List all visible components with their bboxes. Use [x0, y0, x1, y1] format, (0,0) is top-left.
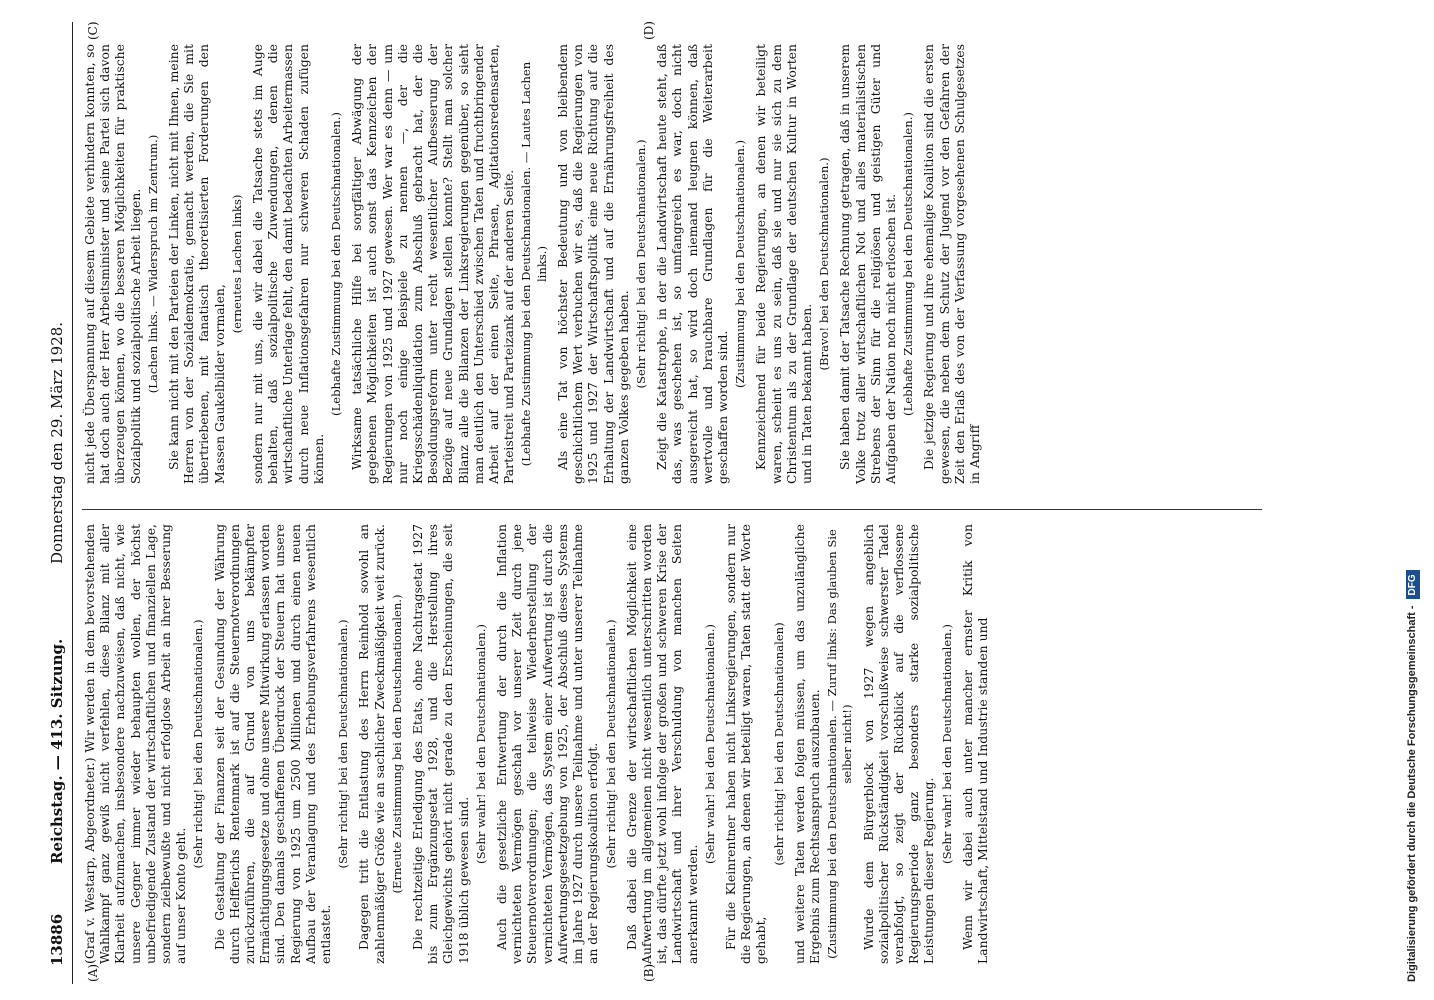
paragraph: nicht jede Überspannung auf diesem Gebiete verhindern konnten, so hat doch auch der Herr Arbeitsminister und seine Partei sich davon überzeugen können, wo die besseren Möglichkeiten für praktische Sozialpolitik und sozialpolitische Arbeit liegen.	[82, 44, 143, 484]
paragraph: Zeigt die Katastrophe, in der die Landwirtschaft heute steht, daß das, was geschehen ist, so umfangreich es war, doch nicht ausgereicht hat, so wird doch niemand leugnen können, daß wertvolle und brauchbare Grundlagen für die Weiterarbeit geschaffen worden sind.	[654, 44, 730, 484]
page-number: 13886	[48, 913, 66, 966]
margin-mark-a: (A)	[86, 963, 100, 982]
column-divider	[82, 509, 1262, 510]
dfg-logo: DFG	[1406, 570, 1420, 599]
paragraph: (Graf v. Westarp, Abgeordneter.) Wir werden in dem bevorstehenden Wahlkampf ganz gewiß nicht verfehlen, diese Bilanz mit aller Klarheit aufzumachen, insbesondere nachzuweisen, daß nicht, wie unsere Gegner immer wieder behaupten wollen, der höchst unbefriedigende Zustand der wirtschaftlichen und finanziellen Lage, sondern zielbewußte und nicht erfolglose Arbeit an ihrer Besserung auf unser Konto geht.	[82, 524, 189, 964]
paragraph: Als eine Tat von höchster Bedeutung und von bleibendem geschichtlichem Wert verbuchen wir es, daß die Regierungen von 1925 und 1927 der Wirtschaftspolitik eine neue Richtung auf die Erhaltung der Landwirtschaft und auf die Ernährungsfreiheit des ganzen Volkes gegeben haben.	[554, 44, 631, 484]
paragraph: Daß dabei die Grenze der wirtschaftlichen Möglichkeit eine Aufwertung im allgemeinen nicht wesentlich unterschritten worden ist, das dürfte jetzt wohl infolge der großen und schweren Krise der Landwirtschaft und ihrer Verschuldung von manchen Seiten anerkannt werden.	[623, 524, 700, 964]
interjection: (Lachen links. — Widerspruch im Zentrum.)	[145, 134, 160, 394]
paragraph: Wurde dem Bürgerblock von 1927 wegen angeblich sozialpolitischer Rückständigkeit vorschußweise schwerster Tadel verabfolgt, so zeigt der Rückblick auf die verflossene Regierungsperiode ganz besonders starke sozialpolitische Leistungen dieser Regierung.	[860, 524, 937, 964]
paragraph: sondern nur mit uns, die wir dabei die Tatsache stets im Auge behalten, daß sozialpolitische Zuwendungen, denen die wirtschaftliche Unterlage fehlt, den damit bedachten Arbeitermassen durch neue Inflationsgefahren nur schweren Schaden zufügen können.	[250, 44, 326, 484]
interjection: (Lebhafte Zustimmung bei den Deutschnationalen.)	[901, 112, 916, 416]
interjection: (Lebhafte Zustimmung bei den Deutschnationalen. — Lautes Lachen links.)	[519, 61, 549, 467]
digitization-credit	[1392, 8, 1432, 988]
paragraph: Für die Kleinrentner haben nicht Linksregierungen, sondern nur die Regierungen, an denen wir beteiligt waren, Taten statt der Worte gehabt,	[722, 524, 769, 964]
interjection: (Sehr wahr! bei den Deutschnationalen.)	[702, 624, 717, 864]
session-date: Donnerstag den 29. März 1928.	[48, 321, 66, 564]
interjection: (Sehr richtig! bei den Deutschnationalen.)	[191, 619, 206, 869]
paragraph: Wirksame tatsächliche Hilfe bei sorgfältiger Abwägung der gegebenen Möglichkeiten ist auch sonst das Kennzeichen der Regierungen von 1925 und 1927 gewesen. Wer war es denn — um nur noch einige Beispiele zu nennen —, der die Kriegsschädenliquidation zum Abschluß gebracht hat, der die Besoldungsreform unter recht wesentlicher Aufbesserung der Bezüge auf neue Grundlagen stellen konnte? Stellt man solcher Bilanz alle die Bilanzen der Linksregierungen gegenüber, so sieht man deutlich den Unterschied zwischen Taten und fruchtbringender Arbeit auf der einen Seite, Phrasen, Agitationsredensarten, Parteistreit und Parteizank auf der anderen Seite.	[349, 44, 517, 484]
rotated-page-scan	[42, 22, 1312, 984]
credit-text: Digitalisierung gefördert durch die Deutsche Forschungsgemeinschaft -	[1406, 605, 1418, 982]
paragraph: Sie kann nicht mit den Parteien der Linken, nicht mit Ihnen, meine Herren von der Sozialdemokratie, gemacht werden, die Sie mit übertriebenen, mit fanatisch theoretisierten Forderungen den Massen Gaukelbilder vormalen,	[166, 44, 227, 484]
margin-mark-d: (D)	[642, 21, 656, 40]
interjection: (Sehr richtig! bei den Deutschnationalen.)	[336, 619, 351, 869]
interjection: (sehr richtig! bei den Deutschnationalen)	[771, 622, 786, 866]
paragraph: Die Gestaltung der Finanzen seit der Gesundung der Währung durch Helfferichs Rentenmark ist auf die Steuernotverordnungen zurückzuführen, die auf Grund von uns bekämpfter Ermächtigungsgesetze und ohne unsere Mitwirkung erlassen worden sind. Den damals geschaffenen Überdruck der Steuern hat unsere Regierung von 1925 um 2500 Millionen und durch einen neuen Aufbau der Veranlagung und des Erhebungsverfahrens wesentlich entlastet.	[211, 524, 334, 964]
interjection: (Sehr richtig! bei den Deutschnationalen.)	[633, 139, 648, 389]
page-header	[48, 22, 73, 984]
paragraph: Sie haben damit der Tatsache Rechnung getragen, daß in unserem Volke trotz aller wirtschaftlichen Not und alles materialistischen Strebens der Sinn für die religiösen und geistigen Güter und Aufgaben der Nation noch nicht erloschen ist.	[837, 44, 898, 484]
margin-mark-b: (B)	[642, 963, 656, 982]
interjection: (Sehr richtig! bei den Deutschnationalen.)	[603, 619, 618, 869]
paragraph: Dagegen tritt die Entlastung des Herrn Reinhold sowohl an zahlenmäßiger Größe wie an sachlicher Zweckmäßigkeit weit zurück.	[356, 524, 387, 964]
newspaper-page	[42, 22, 1312, 984]
paragraph: und weitere Taten werden folgen müssen, um das unzulängliche Ergebnis zum Rechtsanspruch auszubauen.	[791, 524, 822, 964]
paragraph: Die jetzige Regierung und ihre ehemalige Koalition sind die ersten gewesen, die neben dem Schutz der Jugend vor den Gefahren der Zeit den Erlaß des von der Verfassung vorgesehenen Schulgesetzes in Angriff	[921, 44, 982, 484]
interjection: (Sehr wahr! bei den Deutschnationalen.)	[473, 624, 488, 864]
interjection: (Bravo! bei den Deutschnationalen.)	[817, 157, 832, 371]
left-text-column	[82, 524, 993, 964]
paragraph: Kennzeichnend für beide Regierungen, an denen wir beteiligt waren, scheint es uns zu sein, daß sie und nur sie sich zu dem Christentum als zu der Grundlage der deutschen Kultur in Worten und in Taten bekannt haben.	[753, 44, 814, 484]
session-title: Reichstag. — 413. Sitzung.	[48, 638, 66, 864]
interjection: (Sehr wahr! bei den Deutschnationalen.)	[939, 624, 954, 864]
paragraph: Wenn wir dabei auch unter mancher ernster Kritik von Landwirtschaft, Mittelstand und Industrie standen und	[959, 524, 990, 964]
interjection: (Zustimmung bei den Deutschnationalen. — Zuruf links: Das glauben Sie selber nicht!)	[825, 529, 855, 959]
margin-mark-c: (C)	[86, 21, 100, 40]
interjection: (Zustimmung bei den Deutschnationalen.)	[733, 139, 748, 389]
right-text-column	[82, 44, 985, 484]
paragraph: Auch die gesetzliche Entwertung der durch die Inflation vernichteten Vermögen geschah vor unserer Zeit durch jene Steuernotverordnungen; die teilweise Wiederherstellung der vernichteten Vermögen, das System einer Aufwertung ist durch die Aufwertungsgesetzgebung von 1925, der Abschluß dieses Systems im Jahre 1927 durch unsere Teilnahme und unter unserer Teilnahme an der Regierungskoalition erfolgt.	[494, 524, 601, 964]
interjection: (Erneute Zustimmung bei den Deutschnationalen.)	[389, 594, 404, 894]
interjection: (Lebhafte Zustimmung bei den Deutschnationalen.)	[329, 112, 344, 416]
interjection: (erneutes Lachen links)	[229, 194, 244, 334]
paragraph: Die rechtzeitige Erledigung des Etats, ohne Nachtragsetat 1927 bis zum Ergänzungsetat 1928, und die Herstellung ihres Gleichgewichts gehört nicht gerade zu den Erscheinungen, die seit 1918 üblich gewesen sind.	[410, 524, 471, 964]
